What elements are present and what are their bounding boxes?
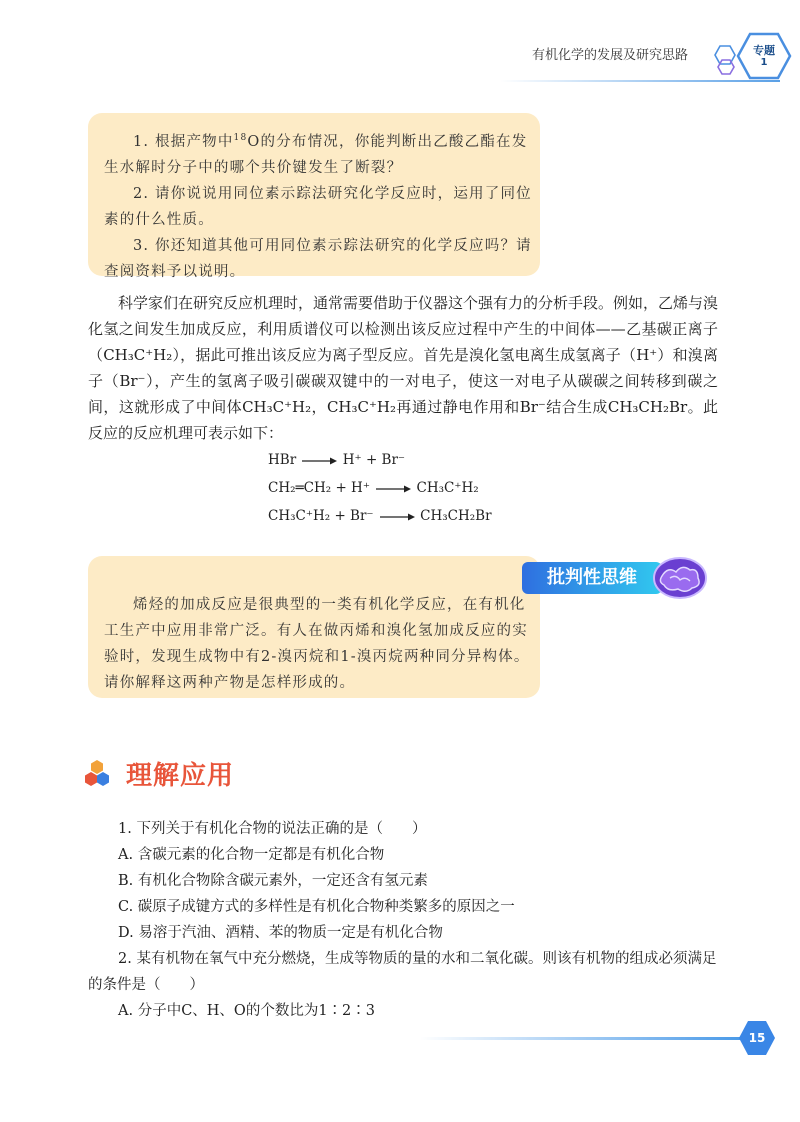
- question-1-option-d: D. 易溶于汽油、酒精、苯的物质一定是有机化合物: [118, 925, 443, 941]
- footer-rule: [420, 1037, 740, 1040]
- critical-thinking-box: [88, 556, 540, 698]
- critical-thinking-tag: [522, 556, 708, 600]
- page-header: [0, 0, 800, 80]
- chapter-title: 有机化学的发展及研究思路: [531, 48, 688, 63]
- question-1-option-b: B. 有机化合物除含碳元素外，一定还含有氢元素: [118, 873, 428, 889]
- badge-label: 专题: [753, 44, 775, 57]
- page-number: 15: [748, 1031, 766, 1045]
- header-rule: [500, 80, 780, 82]
- reaction-arrow-icon: [374, 484, 412, 494]
- thinking-question-3: 3. 你还知道其他可用同位素示踪法研究的化学反应吗？请查阅资料予以说明。: [104, 237, 532, 280]
- thinking-question-2: 2. 请你说说用同位素示踪法研究化学反应时，运用了同位素的什么性质。: [104, 185, 532, 228]
- body-paragraph: [88, 290, 718, 446]
- brain-icon: [652, 556, 708, 600]
- thinking-box: [88, 113, 540, 280]
- hexagon-cluster-icon: [84, 759, 110, 789]
- question-2-option-a: A. 分子中C、H、O的个数比为1∶2∶3: [118, 1003, 375, 1019]
- equation-2: CH₂═CH₂ + H⁺ CH₃C⁺H₂: [268, 480, 479, 496]
- question-1-option-c: C. 碳原子成键方式的多样性是有机化合物种类繁多的原因之一: [118, 899, 515, 915]
- page-number-badge: [738, 1019, 776, 1057]
- reaction-arrow-icon: [300, 456, 338, 466]
- critical-thinking-label: 批判性思维: [547, 567, 637, 588]
- critical-thinking-text: 烯烃的加成反应是很典型的一类有机化学反应，在有机化工生产中应用非常广泛。有人在做丙烯和溴化氢加成反应的实验时，发现生成物中有2-溴丙烷和1-溴丙烷两种同分异构体。请你解释这两种产物是怎样形成的。: [104, 597, 530, 691]
- exercise-list: [88, 816, 718, 1024]
- badge-number: 1: [760, 57, 768, 68]
- question-1: 1. 下列关于有机化合物的说法正确的是（ ）: [118, 821, 427, 837]
- chapter-badge: [735, 30, 793, 82]
- section-title: 理解应用: [126, 761, 235, 791]
- reaction-arrow-icon: [378, 512, 416, 522]
- equation-1: HBr H⁺ + Br⁻: [268, 452, 406, 468]
- thinking-question-1: 1. 根据产物中$^{18}$O的分布情况，你能判断出乙酸乙酯在发生水解时分子中的哪个共价键发生了断裂？: [104, 133, 528, 176]
- question-2: 2. 某有机物在氧气中充分燃烧，生成等物质的量的水和二氧化碳。则该有机物的组成必须满足的条件是（ ）: [88, 951, 717, 993]
- mechanism-paragraph: 科学家们在研究反应机理时，通常需要借助于仪器这个强有力的分析手段。例如，乙烯与溴化氢之间发生加成反应，利用质谱仪可以检测出该反应过程中产生的中间体——乙基碳正离子（CH₃C⁺H₂），据此可推出该反应为离子型反应。首先是溴化氢电离生成氢离子（H⁺）和溴离子（Br⁻），产生的氢离子吸引碳碳双键中的一对电子，使这一对电子从碳碳之间转移到碳之间，这就形成了中间体CH₃C⁺H₂，CH₃C⁺H₂再通过静电作用和Br⁻结合生成CH₃CH₂Br。此反应的反应机理可表示如下：: [88, 294, 719, 442]
- question-1-option-a: A. 含碳元素的化合物一定都是有机化合物: [118, 847, 385, 863]
- equation-3: CH₃C⁺H₂ + Br⁻ CH₃CH₂Br: [268, 508, 492, 524]
